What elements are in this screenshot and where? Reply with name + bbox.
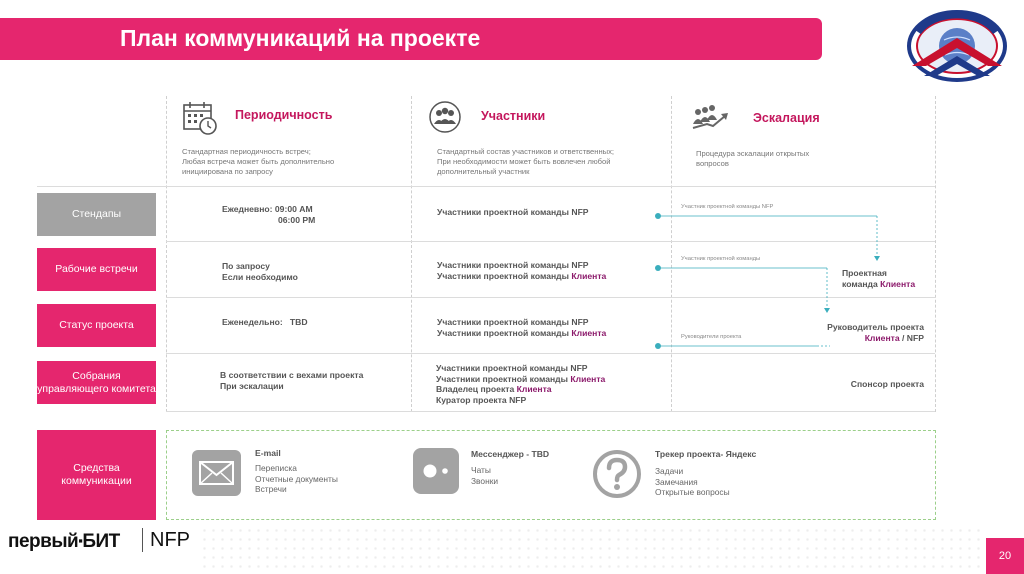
organization-emblem-icon [904,8,1010,90]
steering-participants: Участники проектной команды NFP Участники проектной команды Клиента Владелец проекта Клиента Куратор проекта NFP [436,363,606,405]
escalation-target-project-managers: Руководитель проекта Клиента / NFP [827,322,924,343]
people-group-icon [429,101,461,133]
column-desc-escalation: Процедура эскалации открытых вопросов [696,149,810,168]
escalation-target-sponsor: Спонсор проекта [850,379,924,389]
page-title: План коммуникаций на проекте [120,25,481,51]
standup-participants: Участники проектной команды NFP [437,207,589,217]
escalation-label-standup: Участник проектной команды NFP [681,204,774,210]
work-meetings-period: По запросу Если необходимо [222,261,298,282]
messenger-lines: Чаты Звонки [471,465,499,486]
status-period: Еженедельно: TBD [222,317,308,327]
messenger-title: Мессенджер - TBD [471,449,550,459]
brand-logo-nfp: NFP [150,529,190,551]
escalation-target-client-team: Проектная команда Клиента [842,268,916,289]
column-title-periodicity: Периодичность [235,108,333,122]
row-divider [37,186,935,187]
decorative-dot-pattern [200,526,980,574]
standup-period: Ежедневно: 09:00 AM 06:00 PM [222,204,316,225]
brand-separator [142,528,143,552]
grid-divider [935,96,936,412]
tracker-lines: Задачи Замечания Открытые вопросы [655,466,730,497]
grid-divider [166,96,167,412]
escalation-label-work-meetings: Участник проектной команды [681,256,761,262]
column-title-participants: Участники [481,109,546,123]
envelope-icon [192,450,241,496]
tracker-title: Трекер проекта- Яндекс [655,449,757,459]
question-icon [592,449,642,499]
row-divider [166,411,935,412]
email-title: E-mail [255,448,281,458]
row-label-work-meetings: Рабочие встречи [37,248,156,291]
steering-period: В соответствии с вехами проекта При эскалации [220,370,364,391]
grid-divider [411,96,412,412]
row-label-communication-means: Средства коммуникации [37,430,156,520]
escalation-label-status: Руководители проекта [681,334,742,340]
column-desc-periodicity: Стандартная периодичность встреч; Любая встреча может быть дополнительно инициирована по запросу [182,147,335,176]
column-title-escalation: Эскалация [753,111,820,125]
messenger-icon [413,448,459,494]
row-label-project-status: Статус проекта [37,304,156,347]
page-number: 20 [986,538,1024,574]
escalation-icon [691,104,731,132]
status-participants: Участники проектной команды NFP Участники проектной команды Клиента [437,317,607,338]
column-desc-participants: Стандартный состав участников и ответственных; При необходимости может быть вовлечен любой дополнительный участник [437,147,615,176]
brand-logo-pervyi-bit: первый▪БИТ [8,531,120,552]
email-lines: Переписка Отчетные документы Встречи [255,463,338,494]
calendar-clock-icon [182,101,218,135]
work-meetings-participants: Участники проектной команды NFP Участники проектной команды Клиента [437,260,607,281]
row-label-steering-committee: Собрания управляющего комитета [37,361,156,404]
title-bar [0,18,822,60]
row-label-standups: Стендапы [37,193,156,236]
